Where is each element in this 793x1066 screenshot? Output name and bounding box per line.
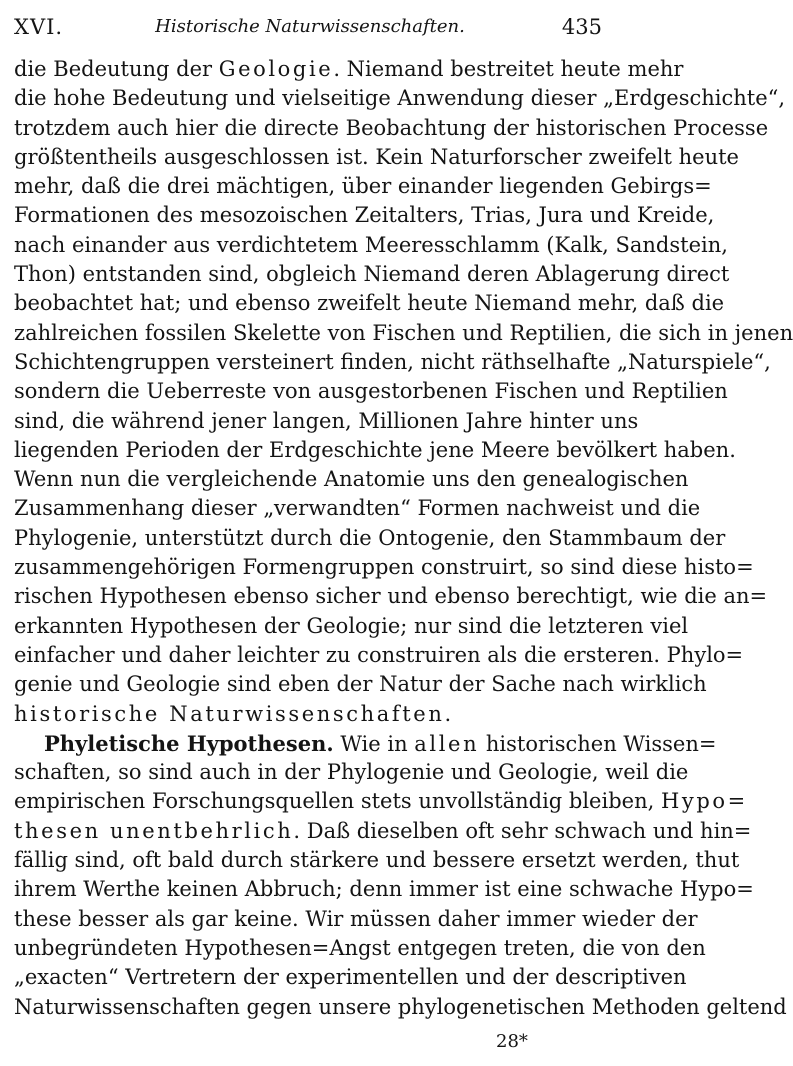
text-line: beobachtet hat; und ebenso zweifelt heute Niemand mehr, daß die [14, 291, 725, 316]
text-line [14, 729, 717, 758]
text-line: Thon) entstanden sind, obgleich Niemand deren Ablagerung direct [14, 262, 730, 287]
text-line [14, 817, 752, 846]
text-run: Wie in [333, 731, 415, 756]
text-line: mehr, daß die drei mächtigen, über einander liegenden Gebirgs= [14, 174, 712, 199]
page-number: 435 [561, 15, 602, 39]
emphasis-spaced: thesen unentbehrlich [14, 818, 294, 843]
text-line: ihrem Werthe keinen Abbruch; denn immer ist eine schwache Hypo= [14, 877, 754, 902]
text-line: genie und Geologie sind eben der Natur der Sache nach wirklich [14, 672, 707, 697]
text-line: größtentheils ausgeschlossen ist. Kein Naturforscher zweifelt heute [14, 144, 739, 169]
text-line: einfacher und daher leichter zu construiren als die ersteren. Phylo= [14, 642, 744, 667]
body-text [14, 55, 793, 1022]
chapter-number: XVI. [14, 15, 64, 39]
text-line: schaften, so sind auch in der Phylogenie und Geologie, weil die [14, 760, 689, 785]
text-line: rischen Hypothesen ebenso sicher und ebenso berechtigt, wie die an= [14, 584, 768, 609]
text-line: Naturwissenschaften gegen unsere phylogenetischen Methoden geltend [14, 994, 787, 1019]
text-run: . Daß dieselben oft sehr schwach und hin= [293, 818, 752, 843]
text-line: Schichtengruppen versteinert finden, nicht räthselhafte „Naturspiele“, [14, 349, 771, 374]
text-line-spaced: historische Naturwissenschaften. [14, 701, 454, 726]
text-run: . Niemand bestreitet heute mehr [333, 57, 684, 81]
signature-mark: 28* [496, 1031, 528, 1052]
text-line: these besser als gar keine. Wir müssen daher immer wieder der [14, 906, 698, 931]
running-title: Historische Naturwissenschaften. [155, 16, 465, 37]
paragraph-1 [14, 55, 793, 729]
section-heading: Phyletische Hypothesen. [44, 730, 334, 756]
text-run: die Bedeutung der [14, 57, 219, 81]
text-line [14, 787, 748, 816]
text-line [14, 55, 684, 84]
text-line: trotzdem auch hier die directe Beobachtung der historischen Processe [14, 115, 769, 140]
text-line: sondern die Ueberreste von ausgestorbenen Fischen und Reptilien [14, 379, 728, 404]
text-line: die hohe Bedeutung und vielseitige Anwendung dieser „Erdgeschichte“, [14, 86, 786, 111]
running-header [14, 12, 606, 42]
text-line: „exacten“ Vertretern der experimentellen und der descriptiven [14, 965, 687, 990]
text-line: Zusammenhang dieser „verwandten“ Formen nachweist und die [14, 496, 701, 521]
text-run: empirischen Forschungsquellen stets unvollständig bleiben, [14, 789, 661, 814]
text-line: zusammengehörigen Formengruppen construirt, so sind diese histo= [14, 555, 754, 580]
emphasis-spaced: allen [414, 731, 480, 756]
text-line: nach einander aus verdichtetem Meeresschlamm (Kalk, Sandstein, [14, 232, 728, 257]
text-run: historischen Wissen= [479, 731, 717, 756]
paragraph-2 [14, 729, 787, 1022]
text-line: Phylogenie, unterstützt durch die Ontogenie, den Stammbaum der [14, 525, 726, 550]
text-line: zahlreichen fossilen Skelette von Fischen und Reptilien, die sich in jenen [14, 320, 793, 345]
text-line: Wenn nun die vergleichende Anatomie uns den genealogischen [14, 467, 689, 492]
text-line: Formationen des mesozoischen Zeitalters, Trias, Jura und Kreide, [14, 203, 715, 228]
emphasis-spaced: Geologie [218, 57, 334, 81]
text-line: liegenden Perioden der Erdgeschichte jene Meere bevölkert haben. [14, 437, 736, 462]
text-line: unbegründeten Hypothesen=Angst entgegen treten, die von den [14, 935, 706, 960]
text-line: fällig sind, oft bald durch stärkere und bessere ersetzt werden, thut [14, 848, 740, 873]
text-line: sind, die während jener langen, Millionen Jahre hinter uns [14, 408, 639, 433]
emphasis-spaced: Hypo= [660, 789, 748, 814]
text-line: erkannten Hypothesen der Geologie; nur sind die letzteren viel [14, 613, 689, 638]
